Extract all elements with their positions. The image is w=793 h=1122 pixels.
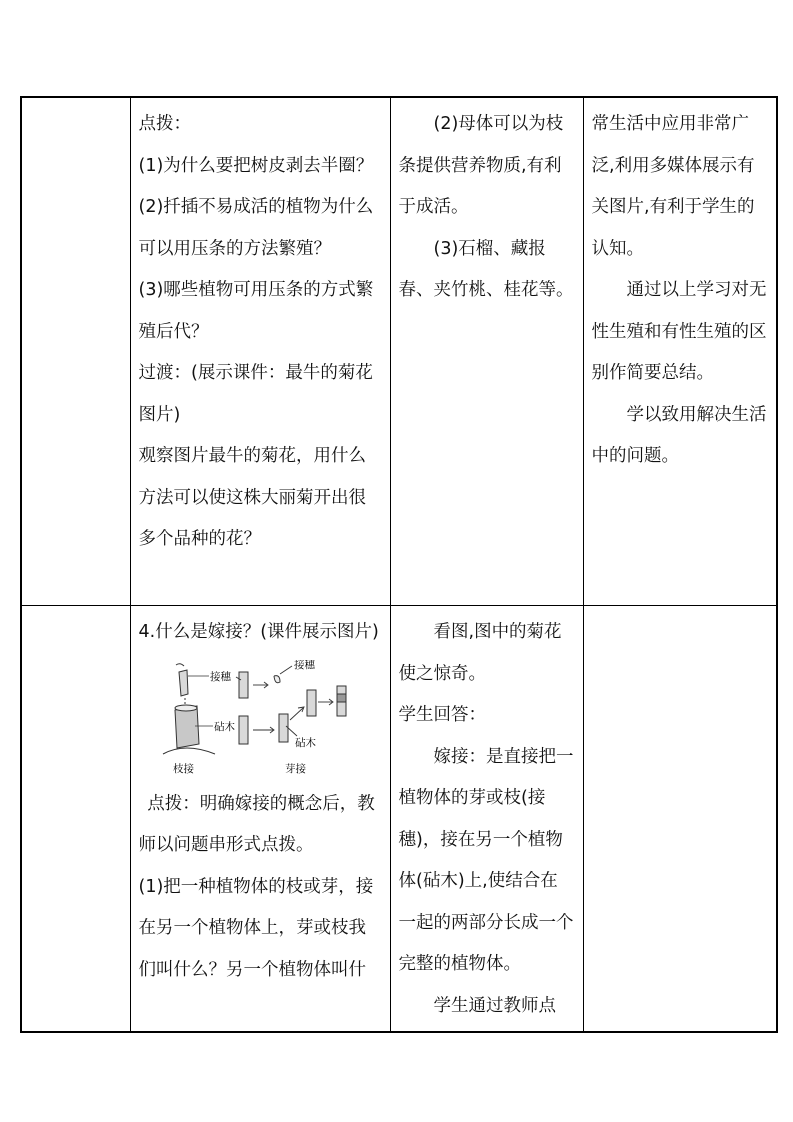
text-line: 学生回答： [398, 705, 486, 725]
text-line: (2)母体可以为枝条提供营养物质,有利于成活。 [398, 114, 564, 217]
text-line: 学生通过教师点 [433, 995, 556, 1016]
row2-teacher-cell [130, 606, 390, 1033]
scion-label-right: 接穗 [293, 659, 315, 671]
text-line: 4.什么是嫁接？(课件展示图片) [138, 622, 379, 642]
grafting-diagram [157, 660, 367, 778]
row1-col1-cell [21, 97, 130, 606]
text-line: (1)为什么要把树皮剥去半圈？ [138, 155, 374, 176]
text-line: (3)哪些植物可用压条的方式繁殖后代？ [138, 280, 374, 342]
text-line: (1)把一种植物体的枝或芽，接在另一个植物体上，芽或枝我们叫什么？另一个植物体叫什 [138, 876, 374, 980]
row1-teacher-cell [130, 97, 390, 606]
text-line: 看图,图中的菊花使之惊奇。 [398, 622, 562, 684]
text-line: 观察图片最牛的菊花，用什么方法可以使这株大丽菊开出很多个品种的花？ [138, 446, 366, 549]
stock-label-left: 砧木 [213, 720, 235, 733]
scion-label-left: 接穗 [209, 670, 231, 683]
caption-branch-graft: 枝接 [172, 762, 194, 775]
text-line: 点拨： [138, 114, 191, 134]
stock-label-right: 砧木 [294, 736, 316, 749]
table-row [21, 606, 777, 1033]
text-line: 过渡：(展示课件：最牛的菊花图片) [138, 363, 373, 425]
text-line: 通过以上学习对无性生殖和有性生殖的区别作简要总结。 [591, 280, 767, 383]
row1-intent-cell [583, 97, 777, 606]
lesson-plan-table [20, 96, 778, 1033]
branch-graft-illustration [163, 663, 215, 753]
grafting-figure [139, 660, 382, 780]
row2-student-cell [390, 606, 583, 1033]
table-row [21, 97, 777, 606]
bud-graft-illustration [236, 672, 346, 744]
row2-col1-cell [21, 606, 130, 1033]
row2-intent-cell [583, 606, 777, 1033]
text-line: (3)石榴、藏报春、夹竹桃、桂花等。 [398, 238, 574, 300]
caption-bud-graft: 芽接 [284, 762, 306, 775]
row1-student-cell [390, 97, 583, 606]
text-line: 点拨：明确嫁接的概念后，教师以问题串形式点拨。 [138, 793, 375, 855]
text-line: 常生活中应用非常广泛,利用多媒体展示有关图片,有利于学生的认知。 [591, 114, 755, 259]
text-line: (2)扦插不易成活的植物为什么可以用压条的方法繁殖？ [138, 197, 374, 259]
text-line: 嫁接：是直接把一植物体的芽或枝(接穗)，接在另一个植物体(砧木)上,使结合在一起的两部分长成一个完整的植物体。 [398, 746, 574, 974]
text-line: 学以致用解决生活中的问题。 [591, 404, 767, 466]
process-arrows [253, 666, 333, 736]
